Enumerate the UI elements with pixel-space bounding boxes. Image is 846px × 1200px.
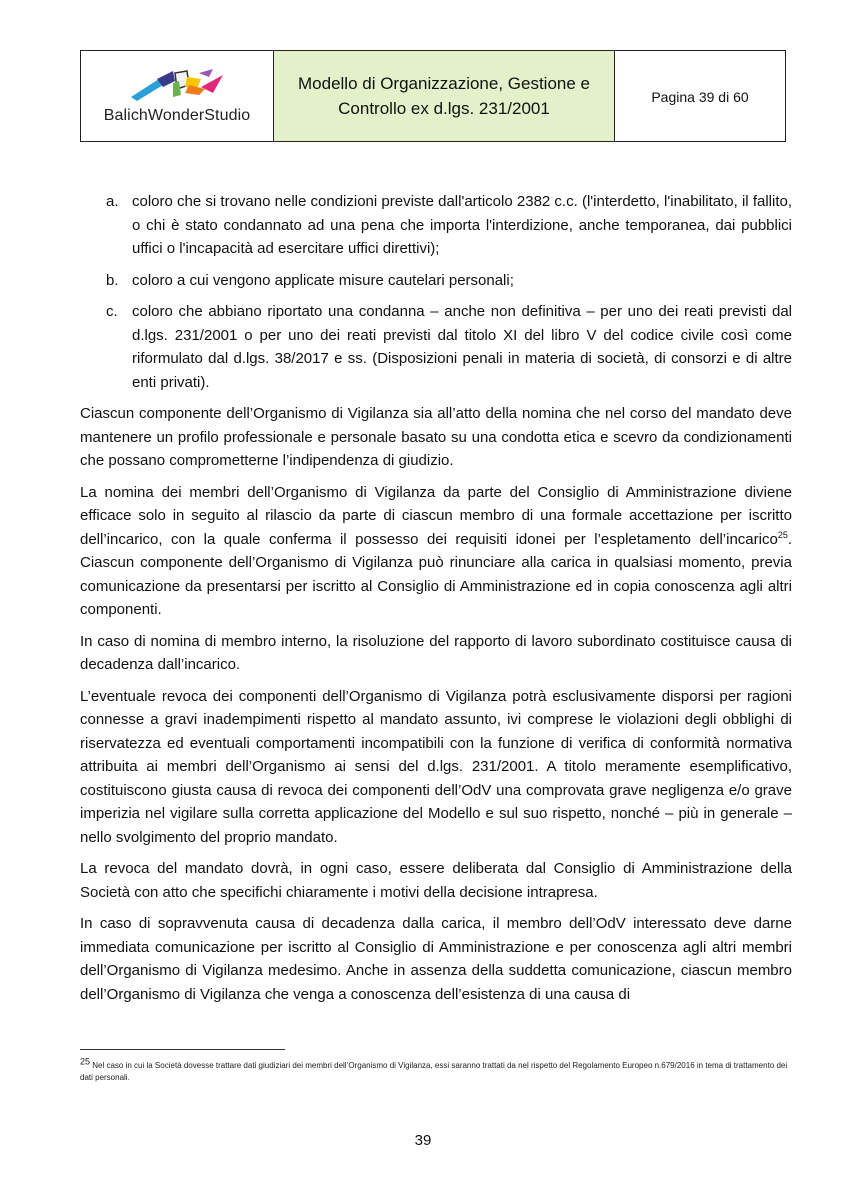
list-marker: b. (106, 271, 119, 289)
list-marker: a. (106, 193, 119, 210)
logo-block (81, 51, 274, 141)
list-item-text: coloro a cui vengono applicate misure cautelari personali; (132, 271, 514, 289)
list-marker: c. (106, 303, 118, 320)
page-indicator: Pagina 39 di 60 (651, 89, 749, 105)
page-number: 39 (414, 1132, 432, 1149)
list-item (80, 300, 792, 394)
document-body (80, 190, 792, 1014)
list-item (80, 269, 792, 293)
paragraph-text: La nomina dei membri dell’Organismo di Vigilanza da parte del Consiglio di Amministrazione diviene efficace solo in seguito al rilascio da parte di ciascun membro di una formale accettazione per iscritto dell’incarico, con la quale conferma il possesso dei requisiti idonei per l’espletamento dell’incarico (80, 483, 792, 548)
footnote-text: Nel caso in cui la Società dovesse trattare dati giudiziari dei membri dell’Organismo di Vigilanza, essi saranno trattati da nel rispetto del Regolamento Europeo n.679/2016 in tema di trattamento dei dati personali. (80, 1061, 788, 1082)
paragraph: L’eventuale revoca dei componenti dell’Organismo di Vigilanza potrà esclusivamente disporsi per ragioni connesse a gravi inadempimenti rispetto al mandato assunto, ivi comprese le violazioni degli obblighi di riservatezza ed eventuali comportamenti incompatibili con la funzione di verifica di conformità normativa attribuita ai membri dell’Organismo ai sensi del d.lgs. 231/2001. A titolo meramente esemplificativo, costituiscono giusta causa di revoca dei componenti dell’OdV una comprovata grave negligenza e/o grave imperizia nel vigilare sulla corretta applicazione del Modello e sul suo rispetto, nonché – più in generale – nello svolgimento del proprio mandato. (80, 687, 792, 846)
footnote-reference[interactable]: 25 (777, 529, 788, 540)
requirements-list (80, 190, 792, 394)
footnote-divider (80, 1049, 285, 1050)
list-item-text: coloro che si trovano nelle condizioni previste dall'articolo 2382 c.c. (l'interdetto, l'inabilitato, il fallito, o chi è stato condannato ad una pena che importa l'interdizione, anche temporanea, dai pubblici uffici o l'incapacità ad esercitare uffici direttivi); (132, 193, 792, 257)
list-item (80, 190, 792, 261)
logo-text: BalichWonderStudio (103, 107, 251, 124)
paragraph: In caso di sopravvenuta causa di decadenza dalla carica, il membro dell’OdV interessato deve darne immediata comunicazione per iscritto al Consiglio di Amministrazione e per conoscenza agli altri membri dell’Organismo di Vigilanza medesimo. Anche in assenza della suddetta comunicazione, ciascun membro dell’Organismo di Vigilanza che venga a conoscenza dell’esistenza di una causa di (80, 915, 792, 1003)
company-logo-icon (129, 67, 225, 105)
list-item-text: coloro che abbiano riportato una condanna – anche non definitiva – per uno dei reati previsti dal d.lgs. 231/2001 o per uno dei reati previsti dal titolo XI del libro V del codice civile così come riformulato dal d.lgs. 38/2017 e ss. (Disposizioni penali in materia di società, di consorzi e di altre enti privati). (132, 303, 792, 391)
paragraph: Ciascun componente dell’Organismo di Vigilanza sia all’atto della nomina che nel corso del mandato deve mantenere un profilo professionale e personale basato su una condotta etica e scevro da condizionamenti che possano comprometterne l’indipendenza di giudizio. (80, 405, 792, 469)
document-title: Modello di Organizzazione, Gestione e Controllo ex d.lgs. 231/2001 (274, 51, 615, 141)
footnote (80, 1056, 792, 1084)
paragraph-text: . Ciascun componente dell’Organismo di Vigilanza può rinunciare alla carica in qualsiasi momento, previa comunicazione da presentarsi per iscritto al Consiglio di Amministrazione ed in copia conoscenza agli altri componenti. (80, 530, 792, 618)
paragraph: In caso di nomina di membro interno, la risoluzione del rapporto di lavoro subordinato costituisce causa di decadenza dall’incarico. (80, 632, 792, 673)
page-header (80, 50, 786, 142)
paragraph: La revoca del mandato dovrà, in ogni caso, essere deliberata dal Consiglio di Amministrazione della Società con atto che specifichi chiaramente i motivi della decisione intrapresa. (80, 860, 792, 901)
paragraph (80, 481, 792, 622)
footnote-number: 25 (80, 1056, 91, 1067)
